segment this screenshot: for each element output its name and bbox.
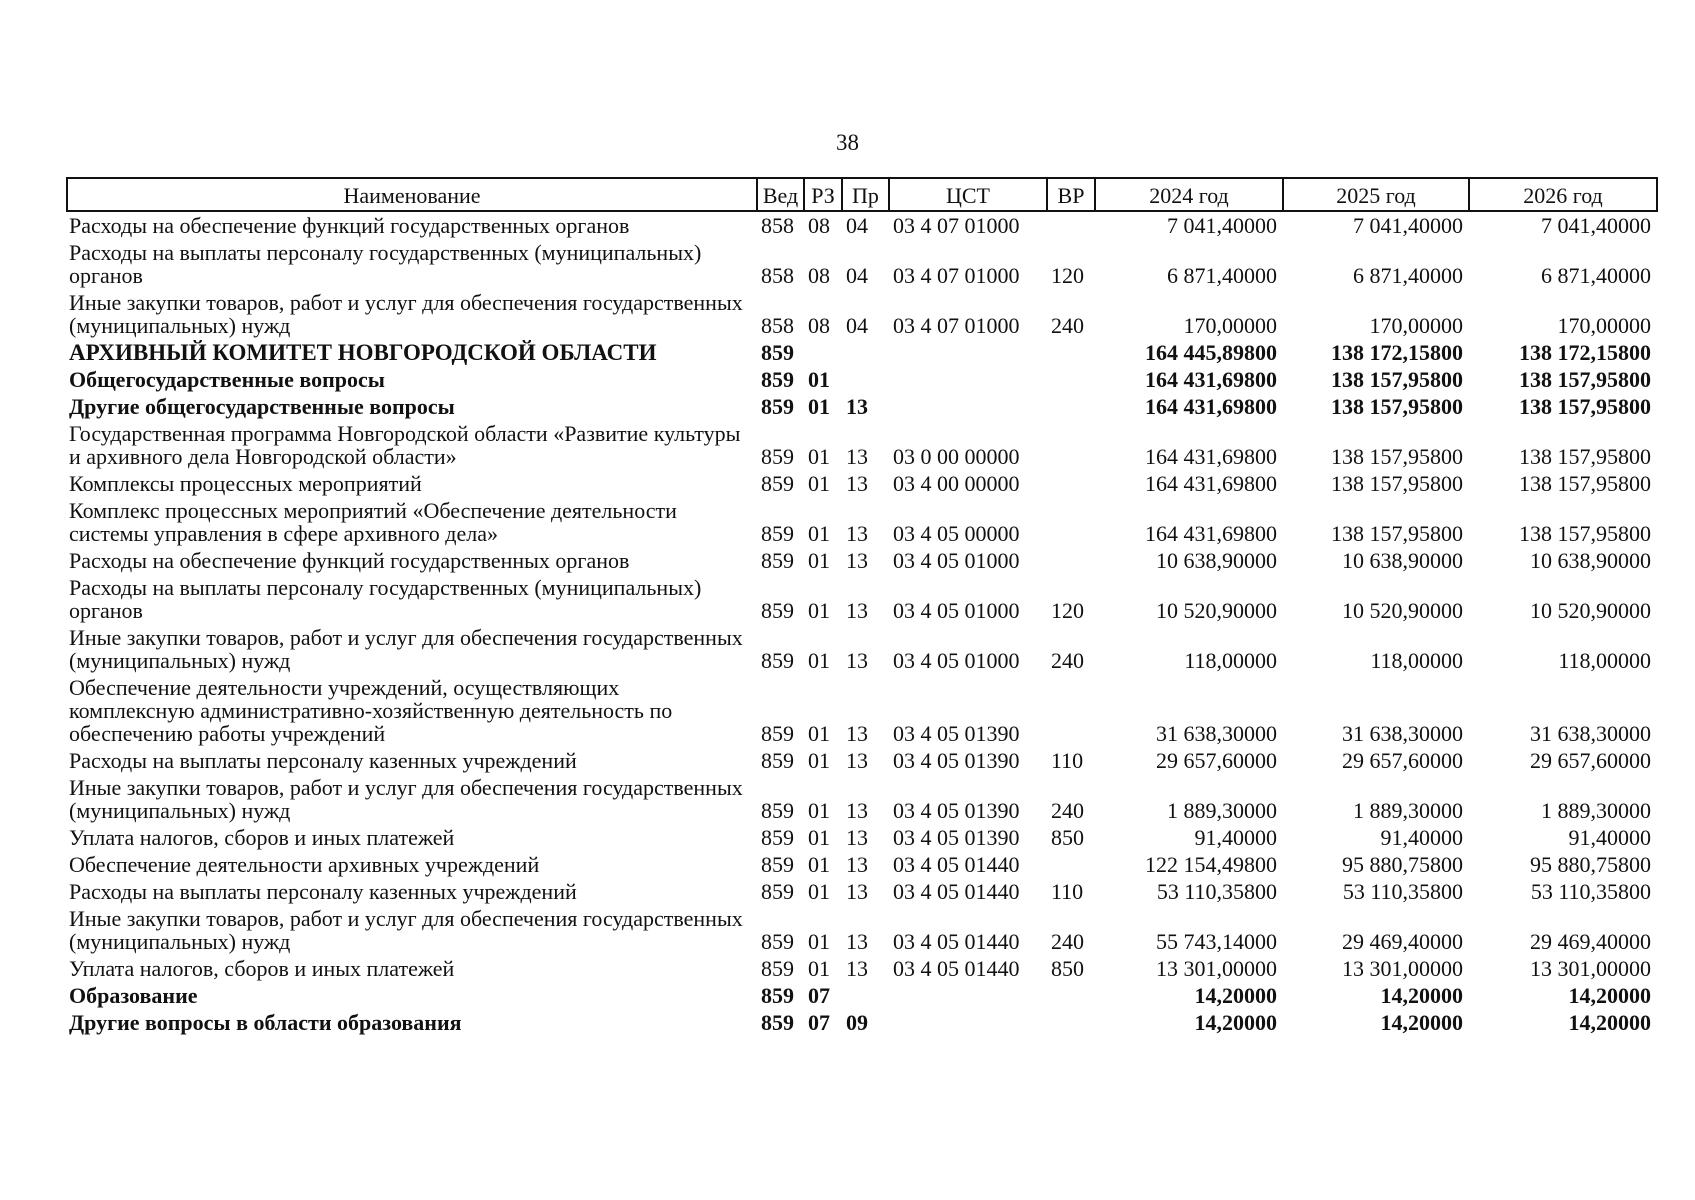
row-ved: 859	[761, 521, 794, 546]
table-row	[67, 824, 1657, 851]
table-row	[67, 289, 1657, 339]
row-amount-2025: 10 520,90000	[1342, 598, 1463, 623]
row-amount-2024: 55 743,14000	[1156, 929, 1277, 954]
row-pr: 13	[846, 825, 868, 850]
row-ved: 859	[761, 471, 794, 496]
row-vr	[1047, 982, 1095, 1009]
row-amount-2024: 164 445,89800	[1145, 340, 1277, 365]
row-amount-2026: 14,20000	[1568, 1010, 1651, 1035]
row-rz: 01	[808, 471, 830, 496]
table-body	[67, 211, 1657, 1036]
row-rz: 01	[808, 367, 830, 392]
row-ved: 858	[761, 263, 794, 288]
row-amount-2024: 10 520,90000	[1156, 598, 1277, 623]
row-vr	[1047, 366, 1095, 393]
row-cst: 03 0 00 00000	[893, 444, 1020, 469]
row-vr: 240	[1051, 313, 1084, 338]
row-rz: 07	[808, 983, 830, 1008]
row-amount-2025: 14,20000	[1380, 983, 1463, 1008]
row-cst: 03 4 05 01000	[893, 648, 1020, 673]
header-rz: РЗ	[804, 178, 842, 211]
row-name: Образование	[69, 983, 198, 1008]
row-name: Комплекс процессных мероприятий «Обеспечение деятельности системы управления в сфере архивного дела»	[69, 498, 677, 546]
row-rz: 08	[808, 313, 830, 338]
row-amount-2026: 14,20000	[1568, 983, 1651, 1008]
row-amount-2024: 164 431,69800	[1145, 394, 1277, 419]
table-row	[67, 955, 1657, 982]
row-pr: 13	[846, 471, 868, 496]
row-amount-2025: 95 880,75800	[1342, 852, 1463, 877]
row-pr: 13	[846, 598, 868, 623]
row-name: Другие общегосударственные вопросы	[69, 394, 455, 419]
row-cst: 03 4 05 01440	[893, 879, 1020, 904]
header-year-2024: 2024 год	[1095, 178, 1283, 211]
row-pr	[842, 366, 889, 393]
row-amount-2025: 138 157,95800	[1331, 367, 1463, 392]
header-year-2025: 2025 год	[1283, 178, 1469, 211]
row-amount-2026: 138 157,95800	[1519, 367, 1651, 392]
row-ved: 859	[761, 648, 794, 673]
row-pr: 13	[846, 548, 868, 573]
row-amount-2025: 118,00000	[1370, 648, 1463, 673]
row-amount-2026: 31 638,30000	[1530, 721, 1651, 746]
row-pr: 13	[846, 721, 868, 746]
row-cst: 03 4 05 01440	[893, 929, 1020, 954]
row-amount-2025: 14,20000	[1380, 1010, 1463, 1035]
row-name: Другие вопросы в области образования	[69, 1010, 462, 1035]
row-amount-2026: 6 871,40000	[1541, 263, 1651, 288]
row-ved: 859	[761, 929, 794, 954]
header-name: Наименование	[67, 178, 757, 211]
row-ved: 858	[761, 313, 794, 338]
row-amount-2026: 138 157,95800	[1519, 394, 1651, 419]
row-cst	[889, 982, 1047, 1009]
row-rz: 01	[808, 521, 830, 546]
row-ved: 859	[761, 548, 794, 573]
row-vr: 850	[1051, 825, 1084, 850]
row-amount-2025: 138 157,95800	[1331, 394, 1463, 419]
row-rz: 08	[808, 263, 830, 288]
row-vr: 850	[1051, 956, 1084, 981]
row-rz: 01	[808, 825, 830, 850]
row-cst: 03 4 05 01390	[893, 798, 1020, 823]
table-row	[67, 547, 1657, 574]
row-name: Комплексы процессных мероприятий	[69, 471, 422, 496]
row-pr: 13	[846, 648, 868, 673]
row-ved: 859	[761, 852, 794, 877]
row-pr: 13	[846, 394, 868, 419]
table-row	[67, 420, 1657, 470]
row-amount-2026: 91,40000	[1568, 825, 1651, 850]
table-row	[67, 339, 1657, 366]
row-ved: 859	[761, 798, 794, 823]
row-amount-2025: 31 638,30000	[1342, 721, 1463, 746]
row-vr	[1047, 420, 1095, 470]
row-cst	[889, 393, 1047, 420]
row-ved: 859	[761, 956, 794, 981]
row-vr	[1047, 497, 1095, 547]
row-amount-2026: 138 157,95800	[1519, 471, 1651, 496]
table-row	[67, 774, 1657, 824]
row-amount-2024: 122 154,49800	[1145, 852, 1277, 877]
row-amount-2025: 170,00000	[1369, 313, 1463, 338]
row-amount-2026: 7 041,40000	[1541, 213, 1651, 238]
row-pr: 04	[846, 313, 868, 338]
page-number: 38	[836, 130, 859, 155]
row-vr: 240	[1051, 929, 1084, 954]
row-rz: 01	[808, 852, 830, 877]
row-pr: 13	[846, 748, 868, 773]
header-year-2026: 2026 год	[1469, 178, 1657, 211]
row-vr	[1047, 674, 1095, 747]
table-row	[67, 393, 1657, 420]
table-row	[67, 905, 1657, 955]
row-ved: 859	[761, 748, 794, 773]
row-amount-2026: 29 657,60000	[1530, 748, 1651, 773]
row-name: Уплата налогов, сборов и иных платежей	[69, 956, 455, 981]
row-amount-2026: 10 520,90000	[1530, 598, 1651, 623]
row-pr	[842, 982, 889, 1009]
row-ved: 859	[761, 1010, 794, 1035]
header-row	[67, 178, 1657, 211]
row-name: Расходы на обеспечение функций государственных органов	[69, 548, 630, 573]
table-row	[67, 239, 1657, 289]
row-cst: 03 4 07 01000	[893, 213, 1020, 238]
row-vr: 120	[1051, 598, 1084, 623]
row-name: Расходы на обеспечение функций государственных органов	[69, 213, 630, 238]
row-vr	[1047, 211, 1095, 239]
row-amount-2024: 6 871,40000	[1167, 263, 1277, 288]
row-amount-2025: 91,40000	[1380, 825, 1463, 850]
header-pr: Пр	[842, 178, 889, 211]
row-rz: 01	[808, 648, 830, 673]
row-cst: 03 4 00 00000	[893, 471, 1020, 496]
row-rz: 01	[808, 721, 830, 746]
table-header	[67, 178, 1657, 211]
row-cst: 03 4 05 01390	[893, 748, 1020, 773]
row-cst: 03 4 05 01440	[893, 852, 1020, 877]
row-vr: 110	[1051, 748, 1084, 773]
row-name: Расходы на выплаты персоналу казенных учреждений	[69, 879, 577, 904]
table-row	[67, 624, 1657, 674]
row-amount-2026: 1 889,30000	[1541, 798, 1651, 823]
row-amount-2026: 10 638,90000	[1530, 548, 1651, 573]
table-row	[67, 878, 1657, 905]
row-amount-2024: 170,00000	[1183, 313, 1277, 338]
row-pr	[842, 339, 889, 366]
row-vr: 240	[1051, 798, 1084, 823]
row-name: Расходы на выплаты персоналу государственных (муниципальных) органов	[69, 575, 702, 623]
row-amount-2025: 7 041,40000	[1353, 213, 1463, 238]
row-vr	[1047, 1009, 1095, 1036]
row-ved: 859	[761, 367, 794, 392]
row-name: Иные закупки товаров, работ и услуг для обеспечения государственных (муниципальных) нужд	[69, 906, 743, 954]
row-amount-2024: 118,00000	[1184, 648, 1277, 673]
row-amount-2025: 138 157,95800	[1331, 471, 1463, 496]
row-ved: 859	[761, 721, 794, 746]
row-cst	[889, 366, 1047, 393]
row-rz: 01	[808, 798, 830, 823]
row-amount-2026: 95 880,75800	[1530, 852, 1651, 877]
header-cst: ЦСТ	[889, 178, 1047, 211]
row-amount-2025: 138 157,95800	[1331, 521, 1463, 546]
row-amount-2024: 164 431,69800	[1145, 521, 1277, 546]
row-pr: 04	[846, 213, 868, 238]
row-amount-2025: 1 889,30000	[1353, 798, 1463, 823]
row-amount-2024: 1 889,30000	[1167, 798, 1277, 823]
table-row	[67, 470, 1657, 497]
row-amount-2024: 10 638,90000	[1156, 548, 1277, 573]
table-row	[67, 747, 1657, 774]
row-amount-2026: 118,00000	[1558, 648, 1651, 673]
row-amount-2026: 138 172,15800	[1519, 340, 1651, 365]
row-pr: 04	[846, 263, 868, 288]
row-name: Обеспечение деятельности учреждений, осуществляющих комплексную административно-хозяйственную деятельность по обеспечению работы учреждений	[69, 675, 673, 746]
row-name: Иные закупки товаров, работ и услуг для обеспечения государственных (муниципальных) нужд	[69, 625, 743, 673]
row-amount-2024: 13 301,00000	[1156, 956, 1277, 981]
row-vr	[1047, 470, 1095, 497]
row-amount-2024: 7 041,40000	[1167, 213, 1277, 238]
row-amount-2024: 29 657,60000	[1156, 748, 1277, 773]
row-amount-2026: 29 469,40000	[1530, 929, 1651, 954]
table-row	[67, 1009, 1657, 1036]
row-cst: 03 4 05 01390	[893, 721, 1020, 746]
row-ved: 859	[761, 598, 794, 623]
row-name: Иные закупки товаров, работ и услуг для обеспечения государственных (муниципальных) нужд	[69, 290, 743, 338]
row-amount-2026: 53 110,35800	[1530, 879, 1651, 904]
row-rz: 08	[808, 213, 830, 238]
header-ved: Вед	[757, 178, 804, 211]
row-amount-2025: 6 871,40000	[1353, 263, 1463, 288]
row-amount-2025: 53 110,35800	[1342, 879, 1463, 904]
row-amount-2025: 13 301,00000	[1342, 956, 1463, 981]
row-rz: 01	[808, 394, 830, 419]
row-vr	[1047, 339, 1095, 366]
table-row	[67, 674, 1657, 747]
row-amount-2024: 164 431,69800	[1145, 367, 1277, 392]
table-row	[67, 851, 1657, 878]
row-amount-2026: 170,00000	[1557, 313, 1651, 338]
row-amount-2026: 13 301,00000	[1530, 956, 1651, 981]
row-cst: 03 4 05 00000	[893, 521, 1020, 546]
row-rz: 01	[808, 598, 830, 623]
row-amount-2024: 14,20000	[1194, 1010, 1277, 1035]
row-amount-2026: 138 157,95800	[1519, 444, 1651, 469]
row-vr	[1047, 393, 1095, 420]
row-pr: 13	[846, 879, 868, 904]
row-cst	[889, 339, 1047, 366]
row-vr	[1047, 547, 1095, 574]
table-row	[67, 497, 1657, 547]
table-row	[67, 366, 1657, 393]
row-amount-2025: 138 157,95800	[1331, 444, 1463, 469]
row-vr: 120	[1051, 263, 1084, 288]
row-name: Расходы на выплаты персоналу государственных (муниципальных) органов	[69, 240, 702, 288]
row-rz: 01	[808, 748, 830, 773]
row-name: Расходы на выплаты персоналу казенных учреждений	[69, 748, 577, 773]
row-amount-2025: 29 657,60000	[1342, 748, 1463, 773]
row-ved: 859	[761, 983, 794, 1008]
row-ved: 859	[761, 394, 794, 419]
row-vr: 110	[1051, 879, 1084, 904]
row-amount-2025: 29 469,40000	[1342, 929, 1463, 954]
row-cst: 03 4 05 01390	[893, 825, 1020, 850]
row-pr: 13	[846, 521, 868, 546]
row-amount-2025: 138 172,15800	[1331, 340, 1463, 365]
row-amount-2024: 31 638,30000	[1156, 721, 1277, 746]
row-name: АРХИВНЫЙ КОМИТЕТ НОВГОРОДСКОЙ ОБЛАСТИ	[69, 340, 657, 365]
table-row	[67, 211, 1657, 239]
row-ved: 858	[761, 213, 794, 238]
row-cst: 03 4 07 01000	[893, 313, 1020, 338]
row-amount-2024: 53 110,35800	[1156, 879, 1277, 904]
row-rz: 07	[808, 1010, 830, 1035]
row-cst: 03 4 05 01000	[893, 548, 1020, 573]
table-row	[67, 982, 1657, 1009]
row-pr: 13	[846, 929, 868, 954]
row-ved: 859	[761, 340, 794, 365]
row-amount-2026: 138 157,95800	[1519, 521, 1651, 546]
row-pr: 09	[846, 1010, 868, 1035]
row-amount-2024: 164 431,69800	[1145, 471, 1277, 496]
row-amount-2024: 14,20000	[1194, 983, 1277, 1008]
row-rz	[804, 339, 842, 366]
row-ved: 859	[761, 444, 794, 469]
row-name: Обеспечение деятельности архивных учреждений	[69, 852, 540, 877]
row-cst: 03 4 05 01000	[893, 598, 1020, 623]
row-rz: 01	[808, 879, 830, 904]
row-rz: 01	[808, 929, 830, 954]
row-pr: 13	[846, 798, 868, 823]
table-row	[67, 574, 1657, 624]
header-vr: ВР	[1047, 178, 1095, 211]
row-cst: 03 4 07 01000	[893, 263, 1020, 288]
row-cst: 03 4 05 01440	[893, 956, 1020, 981]
row-pr: 13	[846, 852, 868, 877]
row-name: Государственная программа Новгородской области «Развитие культуры и архивного дела Новгородской области»	[69, 421, 741, 469]
row-amount-2024: 91,40000	[1194, 825, 1277, 850]
row-vr: 240	[1051, 648, 1084, 673]
row-cst	[889, 1009, 1047, 1036]
row-rz: 01	[808, 444, 830, 469]
budget-table	[66, 177, 1658, 1036]
row-name: Общегосударственные вопросы	[69, 367, 385, 392]
row-amount-2025: 10 638,90000	[1342, 548, 1463, 573]
row-pr: 13	[846, 444, 868, 469]
row-amount-2024: 164 431,69800	[1145, 444, 1277, 469]
row-rz: 01	[808, 956, 830, 981]
row-name: Уплата налогов, сборов и иных платежей	[69, 825, 455, 850]
row-ved: 859	[761, 879, 794, 904]
row-ved: 859	[761, 825, 794, 850]
row-pr: 13	[846, 956, 868, 981]
row-vr	[1047, 851, 1095, 878]
row-rz: 01	[808, 548, 830, 573]
row-name: Иные закупки товаров, работ и услуг для обеспечения государственных (муниципальных) нужд	[69, 775, 743, 823]
